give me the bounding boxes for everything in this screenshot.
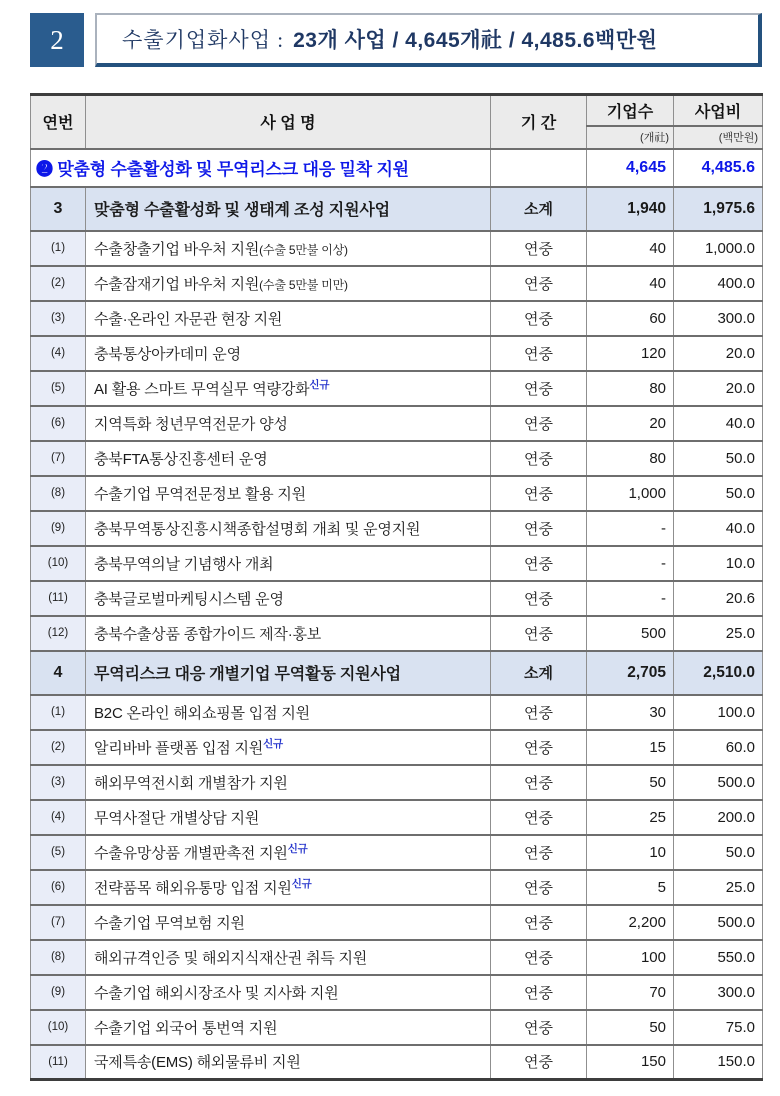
project-name: 수출유망상품 개별판촉전 지원 bbox=[94, 844, 288, 862]
budget-amount: 550.0 bbox=[674, 940, 763, 975]
row-number: (2) bbox=[31, 266, 86, 301]
period: 연중 bbox=[491, 1045, 587, 1080]
budget-amount: 300.0 bbox=[674, 301, 763, 336]
companies-count: 10 bbox=[587, 835, 674, 870]
companies-count: 40 bbox=[587, 231, 674, 266]
project-name-cell bbox=[86, 301, 491, 336]
project-name-cell bbox=[86, 870, 491, 905]
period: 연중 bbox=[491, 1010, 587, 1045]
budget-amount: 50.0 bbox=[674, 835, 763, 870]
new-tag: 신규 bbox=[263, 737, 283, 750]
period: 소계 bbox=[491, 187, 587, 231]
project-name-cell bbox=[86, 546, 491, 581]
budget-amount: 50.0 bbox=[674, 476, 763, 511]
budget-table bbox=[30, 93, 763, 1081]
companies-count: 1,940 bbox=[587, 187, 674, 231]
project-name: 충북통상아카데미 운영 bbox=[94, 345, 241, 363]
budget-amount: 200.0 bbox=[674, 800, 763, 835]
budget-amount: 10.0 bbox=[674, 546, 763, 581]
period: 소계 bbox=[491, 651, 587, 695]
column-unit-budget: (백만원) bbox=[674, 126, 763, 149]
header-row-main bbox=[31, 95, 763, 126]
project-name: 수출잠재기업 바우처 지원 bbox=[94, 275, 260, 293]
companies-count: 70 bbox=[587, 975, 674, 1010]
companies-count: 50 bbox=[587, 1010, 674, 1045]
project-name-note: (수출 5만불 미만) bbox=[259, 277, 348, 292]
item-row bbox=[31, 301, 763, 336]
item-row bbox=[31, 616, 763, 651]
row-number: (9) bbox=[31, 511, 86, 546]
project-name: 충북무역통상진흥시책종합설명회 개최 및 운영지원 bbox=[94, 520, 421, 538]
project-name-cell bbox=[86, 581, 491, 616]
project-name: 수출창출기업 바우처 지원 bbox=[94, 240, 260, 258]
companies-count: 15 bbox=[587, 730, 674, 765]
new-tag: 신규 bbox=[309, 378, 330, 391]
companies-count: 80 bbox=[587, 441, 674, 476]
companies-count: 100 bbox=[587, 940, 674, 975]
row-number: (3) bbox=[31, 301, 86, 336]
column-header-budget: 사업비 bbox=[674, 95, 763, 126]
row-number: (8) bbox=[31, 940, 86, 975]
item-row bbox=[31, 1045, 763, 1080]
budget-amount: 1,000.0 bbox=[674, 231, 763, 266]
project-name: 지역특화 청년무역전문가 양성 bbox=[94, 415, 288, 433]
period: 연중 bbox=[491, 940, 587, 975]
period: 연중 bbox=[491, 511, 587, 546]
project-name: 맞춤형 수출활성화 및 생태계 조성 지원사업 bbox=[94, 202, 390, 219]
table-header bbox=[31, 95, 763, 149]
section-title-box bbox=[95, 13, 762, 67]
period: 연중 bbox=[491, 231, 587, 266]
period: 연중 bbox=[491, 371, 587, 406]
item-row bbox=[31, 581, 763, 616]
companies-count: 500 bbox=[587, 616, 674, 651]
companies-count: 1,000 bbox=[587, 476, 674, 511]
row-number: (7) bbox=[31, 905, 86, 940]
project-name-cell bbox=[86, 651, 491, 695]
companies-count: 60 bbox=[587, 301, 674, 336]
item-row bbox=[31, 266, 763, 301]
budget-amount: 75.0 bbox=[674, 1010, 763, 1045]
companies-count: 2,200 bbox=[587, 905, 674, 940]
row-number: (1) bbox=[31, 231, 86, 266]
item-row bbox=[31, 975, 763, 1010]
row-number: (9) bbox=[31, 975, 86, 1010]
item-row bbox=[31, 730, 763, 765]
row-number: (4) bbox=[31, 800, 86, 835]
companies-count: 120 bbox=[587, 336, 674, 371]
companies-count: 80 bbox=[587, 371, 674, 406]
item-row bbox=[31, 511, 763, 546]
period: 연중 bbox=[491, 800, 587, 835]
row-number: (2) bbox=[31, 730, 86, 765]
project-name: 무역사절단 개별상담 지원 bbox=[94, 809, 260, 827]
period: 연중 bbox=[491, 695, 587, 730]
row-number: (5) bbox=[31, 371, 86, 406]
project-name-cell bbox=[86, 187, 491, 231]
budget-amount: 500.0 bbox=[674, 765, 763, 800]
budget-amount: 20.0 bbox=[674, 336, 763, 371]
row-number: 4 bbox=[31, 651, 86, 695]
row-number: (3) bbox=[31, 765, 86, 800]
item-row bbox=[31, 765, 763, 800]
period: 연중 bbox=[491, 406, 587, 441]
project-name: B2C 온라인 해외쇼핑몰 입점 지원 bbox=[94, 704, 310, 722]
item-row bbox=[31, 336, 763, 371]
companies-count: - bbox=[587, 546, 674, 581]
project-name-cell bbox=[86, 975, 491, 1010]
companies-count: - bbox=[587, 511, 674, 546]
summary-title: ❷ 맞춤형 수출활성화 및 무역리스크 대응 밀착 지원 bbox=[31, 149, 491, 187]
project-name-cell bbox=[86, 511, 491, 546]
project-name-cell bbox=[86, 476, 491, 511]
project-name-cell bbox=[86, 616, 491, 651]
period: 연중 bbox=[491, 546, 587, 581]
summary-period bbox=[491, 149, 587, 187]
item-row bbox=[31, 1010, 763, 1045]
section-number: 2 bbox=[50, 24, 64, 55]
companies-count: 50 bbox=[587, 765, 674, 800]
row-number: (12) bbox=[31, 616, 86, 651]
project-name-cell bbox=[86, 371, 491, 406]
item-row bbox=[31, 835, 763, 870]
period: 연중 bbox=[491, 765, 587, 800]
new-tag: 신규 bbox=[287, 842, 308, 855]
budget-amount: 400.0 bbox=[674, 266, 763, 301]
companies-count: 30 bbox=[587, 695, 674, 730]
companies-count: 4,645 bbox=[587, 149, 674, 187]
companies-count: 5 bbox=[587, 870, 674, 905]
budget-amount: 4,485.6 bbox=[674, 149, 763, 187]
budget-amount: 1,975.6 bbox=[674, 187, 763, 231]
companies-count: 2,705 bbox=[587, 651, 674, 695]
project-name-cell bbox=[86, 441, 491, 476]
project-name: 해외규격인증 및 해외지식재산권 취득 지원 bbox=[94, 949, 368, 967]
project-name-cell bbox=[86, 835, 491, 870]
budget-amount: 40.0 bbox=[674, 406, 763, 441]
budget-amount: 40.0 bbox=[674, 511, 763, 546]
budget-amount: 20.0 bbox=[674, 371, 763, 406]
project-name-cell bbox=[86, 940, 491, 975]
row-number: (8) bbox=[31, 476, 86, 511]
item-row bbox=[31, 870, 763, 905]
project-name-cell bbox=[86, 231, 491, 266]
budget-amount: 60.0 bbox=[674, 730, 763, 765]
item-row bbox=[31, 905, 763, 940]
project-name-cell bbox=[86, 336, 491, 371]
project-name: 수출기업 해외시장조사 및 지사화 지원 bbox=[94, 984, 339, 1002]
project-name-cell bbox=[86, 730, 491, 765]
period: 연중 bbox=[491, 905, 587, 940]
project-name-cell bbox=[86, 695, 491, 730]
period: 연중 bbox=[491, 336, 587, 371]
row-number: (6) bbox=[31, 870, 86, 905]
section-row bbox=[31, 651, 763, 695]
item-row bbox=[31, 800, 763, 835]
column-unit-companies: (개社) bbox=[587, 126, 674, 149]
project-name: 알리바바 플랫폼 입점 지원 bbox=[94, 739, 264, 757]
project-name: 수출기업 무역전문정보 활용 지원 bbox=[94, 485, 306, 503]
companies-count: 40 bbox=[587, 266, 674, 301]
column-header-no: 연번 bbox=[31, 95, 86, 149]
period: 연중 bbox=[491, 301, 587, 336]
project-name: 충북수출상품 종합가이드 제작·홍보 bbox=[94, 625, 322, 643]
companies-count: 150 bbox=[587, 1045, 674, 1080]
project-name-cell bbox=[86, 905, 491, 940]
project-name: 수출·온라인 자문관 현장 지원 bbox=[94, 310, 283, 328]
row-number: 3 bbox=[31, 187, 86, 231]
column-header-name: 사 업 명 bbox=[86, 95, 491, 149]
item-row bbox=[31, 476, 763, 511]
period: 연중 bbox=[491, 581, 587, 616]
period: 연중 bbox=[491, 616, 587, 651]
project-name-cell bbox=[86, 1010, 491, 1045]
budget-amount: 20.6 bbox=[674, 581, 763, 616]
budget-amount: 25.0 bbox=[674, 616, 763, 651]
new-tag: 신규 bbox=[291, 877, 312, 890]
project-name-note: (수출 5만불 이상) bbox=[259, 242, 348, 257]
period: 연중 bbox=[491, 441, 587, 476]
period: 연중 bbox=[491, 975, 587, 1010]
budget-amount: 25.0 bbox=[674, 870, 763, 905]
section-title-stats: 23개 사업 / 4,645개社 / 4,485.6백만원 bbox=[293, 29, 658, 52]
period: 연중 bbox=[491, 835, 587, 870]
period: 연중 bbox=[491, 266, 587, 301]
project-name: 국제특송(EMS) 해외물류비 지원 bbox=[94, 1054, 301, 1072]
companies-count: 25 bbox=[587, 800, 674, 835]
project-name: 수출기업 외국어 통번역 지원 bbox=[94, 1019, 278, 1037]
budget-amount: 150.0 bbox=[674, 1045, 763, 1080]
project-name: 수출기업 무역보험 지원 bbox=[94, 914, 245, 932]
budget-amount: 2,510.0 bbox=[674, 651, 763, 695]
summary-row bbox=[31, 149, 763, 187]
project-name-cell bbox=[86, 765, 491, 800]
project-name-cell bbox=[86, 800, 491, 835]
project-name: AI 활용 스마트 무역실무 역량강화 bbox=[94, 380, 310, 398]
project-name: 충북글로벌마케팅시스템 운영 bbox=[94, 590, 284, 608]
section-header bbox=[30, 13, 762, 67]
row-number: (6) bbox=[31, 406, 86, 441]
row-number: (11) bbox=[31, 581, 86, 616]
budget-amount: 300.0 bbox=[674, 975, 763, 1010]
project-name-cell bbox=[86, 406, 491, 441]
project-name: 충북무역의날 기념행사 개최 bbox=[94, 555, 274, 573]
project-name: 무역리스크 대응 개별기업 무역활동 지원사업 bbox=[94, 666, 401, 683]
period: 연중 bbox=[491, 476, 587, 511]
row-number: (10) bbox=[31, 546, 86, 581]
project-name: 전략품목 해외유통망 입점 지원 bbox=[94, 879, 292, 897]
column-header-period: 기 간 bbox=[491, 95, 587, 149]
table-body bbox=[31, 149, 763, 1080]
item-row bbox=[31, 441, 763, 476]
row-number: (7) bbox=[31, 441, 86, 476]
row-number: (11) bbox=[31, 1045, 86, 1080]
row-number: (5) bbox=[31, 835, 86, 870]
column-header-companies: 기업수 bbox=[587, 95, 674, 126]
item-row bbox=[31, 940, 763, 975]
period: 연중 bbox=[491, 870, 587, 905]
item-row bbox=[31, 695, 763, 730]
row-number: (1) bbox=[31, 695, 86, 730]
project-name-cell bbox=[86, 1045, 491, 1080]
section-number-badge bbox=[30, 13, 84, 67]
budget-amount: 500.0 bbox=[674, 905, 763, 940]
project-name-cell bbox=[86, 266, 491, 301]
period: 연중 bbox=[491, 730, 587, 765]
companies-count: 20 bbox=[587, 406, 674, 441]
item-row bbox=[31, 546, 763, 581]
project-name: 충북FTA통상진흥센터 운영 bbox=[94, 450, 268, 468]
row-number: (10) bbox=[31, 1010, 86, 1045]
item-row bbox=[31, 406, 763, 441]
budget-amount: 100.0 bbox=[674, 695, 763, 730]
item-row bbox=[31, 371, 763, 406]
section-row bbox=[31, 187, 763, 231]
budget-amount: 50.0 bbox=[674, 441, 763, 476]
row-number: (4) bbox=[31, 336, 86, 371]
project-name: 해외무역전시회 개별참가 지원 bbox=[94, 774, 288, 792]
companies-count: - bbox=[587, 581, 674, 616]
section-title-label: 수출기업화사업 : bbox=[122, 28, 285, 52]
item-row bbox=[31, 231, 763, 266]
